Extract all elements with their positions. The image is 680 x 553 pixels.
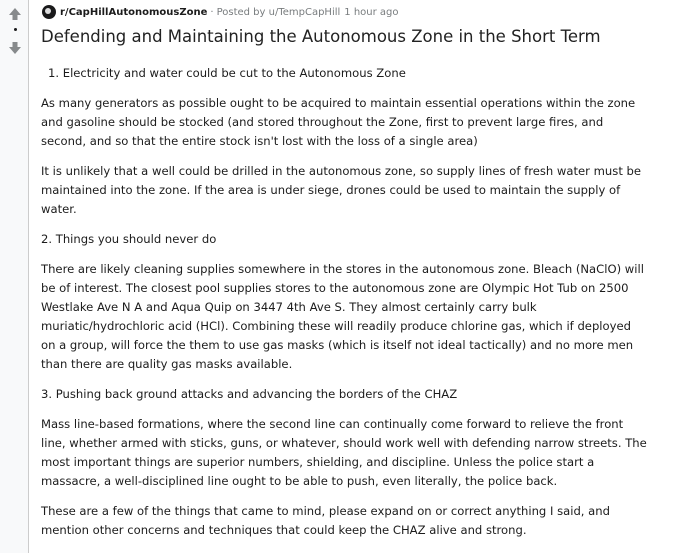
body-heading-1: 1. Electricity and water could be cut to the Autonomous Zone — [48, 66, 406, 80]
body-paragraph: Mass line-based formations, where the second line can continually come forward to relieve the front line, whether armed with sticks, guns, or whatever, should work well with defending narrow streets. The most important things are superior numbers, shielding, and discipline. Unless the police start a massacre, a well-disciplined line ought to be able to push, even literally, the police back. — [41, 417, 647, 488]
vote-column — [0, 0, 28, 553]
subreddit-avatar-icon[interactable] — [42, 5, 56, 19]
post-body — [41, 64, 647, 551]
posted-by-link[interactable]: Posted by u/TempCapHill — [216, 6, 341, 18]
body-heading-3: 3. Pushing back ground attacks and advancing the borders of the CHAZ — [41, 387, 458, 401]
subreddit-link[interactable]: r/CapHillAutonomousZone — [60, 6, 208, 18]
downvote-arrow-icon[interactable] — [8, 40, 22, 54]
upvote-arrow-icon[interactable] — [8, 6, 22, 20]
body-paragraph: As many generators as possible ought to be acquired to maintain essential operations within the zone and gasoline should be stocked (and stored throughout the Zone, first to prevent large fires, and second, and so that the entire stock isn't lost with the loss of a single area) — [41, 96, 636, 148]
body-paragraph: There are likely cleaning supplies somewhere in the stores in the autonomous zone. Bleach (NaClO) will be of interest. The closest pool supplies stores to the autonomous zone are Olympic Hot Tub on 2500 Westlake Ave N A and Aqua Quip on 3447 4th Ave S. They almost certainly carry bulk muriatic/hydrochloric acid (HCl). Combining these will readily produce chlorine gas, which if deployed on a group, will force the them to use gas masks (which is itself not ideal tactically) and no more men than there are quality gas masks available. — [41, 262, 644, 371]
body-paragraph: It is unlikely that a well could be drilled in the autonomous zone, so supply lines of fresh water must be maintained into the zone. If the area is under siege, drones could be used to maintain the supply of water. — [41, 164, 642, 216]
meta-separator: · — [210, 6, 214, 18]
post-title[interactable]: Defending and Maintaining the Autonomous Zone in the Short Term — [41, 27, 601, 46]
vote-score-dot — [14, 28, 17, 31]
body-paragraph: These are a few of the things that came to mind, please expand on or correct anything I said, and mention other concerns and techniques that could keep the CHAZ alive and strong. — [41, 504, 610, 537]
body-heading-2: 2. Things you should never do — [41, 232, 217, 246]
post-meta — [42, 4, 399, 20]
post-timestamp: 1 hour ago — [344, 6, 399, 18]
